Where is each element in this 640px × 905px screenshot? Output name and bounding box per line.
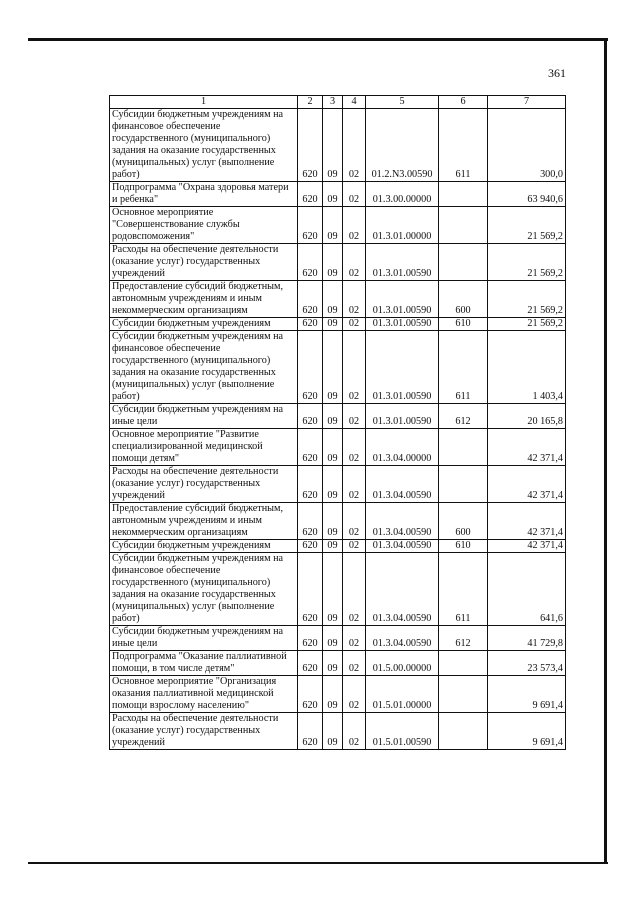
cell-subsection: 02	[343, 676, 366, 713]
cell-amount: 63 940,6	[488, 182, 566, 207]
cell-expense-type: 612	[439, 626, 488, 651]
cell-subsection: 02	[343, 207, 366, 244]
cell-target-article: 01.3.04.00590	[366, 540, 439, 553]
row-name: Субсидии бюджетным учреждениям на иные цели	[110, 404, 298, 429]
cell-subsection: 02	[343, 281, 366, 318]
row-name: Подпрограмма "Охрана здоровья матери и ребенка"	[110, 182, 298, 207]
cell-expense-type: 610	[439, 318, 488, 331]
table-row	[110, 676, 566, 713]
cell-amount: 21 569,2	[488, 207, 566, 244]
cell-chapter: 620	[298, 318, 323, 331]
table-row	[110, 404, 566, 429]
cell-target-article: 01.3.04.00590	[366, 626, 439, 651]
cell-expense-type	[439, 651, 488, 676]
cell-expense-type	[439, 182, 488, 207]
right-margin-rule	[604, 40, 607, 862]
cell-section: 09	[323, 109, 343, 182]
cell-amount: 42 371,4	[488, 540, 566, 553]
cell-target-article: 01.3.01.00000	[366, 207, 439, 244]
cell-expense-type	[439, 429, 488, 466]
table-row	[110, 713, 566, 750]
cell-chapter: 620	[298, 676, 323, 713]
row-name: Предоставление субсидий бюджетным, автономным учреждениям и иным некоммерческим организациям	[110, 281, 298, 318]
cell-subsection: 02	[343, 109, 366, 182]
header-cell: 6	[439, 96, 488, 109]
row-name: Расходы на обеспечение деятельности (оказание услуг) государственных учреждений	[110, 713, 298, 750]
cell-section: 09	[323, 182, 343, 207]
cell-amount: 21 569,2	[488, 244, 566, 281]
cell-chapter: 620	[298, 466, 323, 503]
cell-expense-type	[439, 676, 488, 713]
cell-section: 09	[323, 207, 343, 244]
table-body	[110, 109, 566, 750]
cell-chapter: 620	[298, 626, 323, 651]
row-name: Субсидии бюджетным учреждениям	[110, 540, 298, 553]
cell-chapter: 620	[298, 651, 323, 676]
row-name: Субсидии бюджетным учреждениям	[110, 318, 298, 331]
table-row	[110, 651, 566, 676]
header-cell: 5	[366, 96, 439, 109]
cell-chapter: 620	[298, 540, 323, 553]
cell-target-article: 01.3.04.00590	[366, 466, 439, 503]
cell-amount: 41 729,8	[488, 626, 566, 651]
cell-expense-type: 611	[439, 331, 488, 404]
cell-section: 09	[323, 553, 343, 626]
cell-expense-type: 611	[439, 109, 488, 182]
top-rule	[28, 38, 608, 41]
cell-section: 09	[323, 429, 343, 466]
cell-target-article: 01.5.01.00590	[366, 713, 439, 750]
cell-subsection: 02	[343, 626, 366, 651]
cell-amount: 641,6	[488, 553, 566, 626]
cell-subsection: 02	[343, 404, 366, 429]
header-cell: 7	[488, 96, 566, 109]
row-name: Предоставление субсидий бюджетным, автономным учреждениям и иным некоммерческим организациям	[110, 503, 298, 540]
row-name: Субсидии бюджетным учреждениям на иные цели	[110, 626, 298, 651]
cell-expense-type: 600	[439, 503, 488, 540]
page-number: 361	[548, 66, 566, 80]
cell-chapter: 620	[298, 429, 323, 466]
row-name: Основное мероприятие "Совершенствование службы родовспоможения"	[110, 207, 298, 244]
cell-subsection: 02	[343, 540, 366, 553]
cell-amount: 9 691,4	[488, 676, 566, 713]
bottom-rule	[28, 862, 608, 864]
cell-expense-type	[439, 713, 488, 750]
cell-target-article: 01.3.04.00590	[366, 503, 439, 540]
cell-expense-type: 610	[439, 540, 488, 553]
table-row	[110, 429, 566, 466]
cell-subsection: 02	[343, 244, 366, 281]
cell-subsection: 02	[343, 553, 366, 626]
cell-subsection: 02	[343, 429, 366, 466]
cell-section: 09	[323, 713, 343, 750]
cell-target-article: 01.3.01.00590	[366, 331, 439, 404]
cell-target-article: 01.2.N3.00590	[366, 109, 439, 182]
row-name: Расходы на обеспечение деятельности (оказание услуг) государственных учреждений	[110, 244, 298, 281]
table-row	[110, 331, 566, 404]
cell-expense-type: 612	[439, 404, 488, 429]
table-row	[110, 244, 566, 281]
cell-subsection: 02	[343, 466, 366, 503]
table-row	[110, 540, 566, 553]
cell-target-article: 01.5.00.00000	[366, 651, 439, 676]
cell-chapter: 620	[298, 109, 323, 182]
table-row	[110, 626, 566, 651]
cell-expense-type	[439, 244, 488, 281]
cell-section: 09	[323, 244, 343, 281]
cell-target-article: 01.3.00.00000	[366, 182, 439, 207]
cell-section: 09	[323, 540, 343, 553]
cell-amount: 9 691,4	[488, 713, 566, 750]
cell-subsection: 02	[343, 713, 366, 750]
cell-section: 09	[323, 651, 343, 676]
row-name: Основное мероприятие "Развитие специализированной медицинской помощи детям"	[110, 429, 298, 466]
cell-chapter: 620	[298, 404, 323, 429]
table-row	[110, 503, 566, 540]
cell-subsection: 02	[343, 182, 366, 207]
cell-chapter: 620	[298, 281, 323, 318]
cell-subsection: 02	[343, 503, 366, 540]
cell-amount: 42 371,4	[488, 466, 566, 503]
cell-expense-type: 611	[439, 553, 488, 626]
row-name: Субсидии бюджетным учреждениям на финансовое обеспечение государственного (муниципального) задания на оказание государственных (муниципальных) услуг (выполнение работ)	[110, 553, 298, 626]
cell-chapter: 620	[298, 713, 323, 750]
cell-expense-type: 600	[439, 281, 488, 318]
row-name: Основное мероприятие "Организация оказания паллиативной медицинской помощи взрослому населению"	[110, 676, 298, 713]
cell-amount: 42 371,4	[488, 503, 566, 540]
budget-table	[109, 95, 566, 750]
cell-amount: 21 569,2	[488, 281, 566, 318]
cell-target-article: 01.3.01.00590	[366, 404, 439, 429]
cell-amount: 20 165,8	[488, 404, 566, 429]
row-name: Расходы на обеспечение деятельности (оказание услуг) государственных учреждений	[110, 466, 298, 503]
cell-section: 09	[323, 404, 343, 429]
cell-target-article: 01.3.01.00590	[366, 244, 439, 281]
cell-section: 09	[323, 331, 343, 404]
cell-section: 09	[323, 281, 343, 318]
cell-amount: 300,0	[488, 109, 566, 182]
cell-expense-type	[439, 466, 488, 503]
header-cell: 2	[298, 96, 323, 109]
cell-target-article: 01.3.01.00590	[366, 281, 439, 318]
row-name: Субсидии бюджетным учреждениям на финансовое обеспечение государственного (муниципального) задания на оказание государственных (муниципальных) услуг (выполнение работ)	[110, 331, 298, 404]
table-row	[110, 207, 566, 244]
header-cell: 4	[343, 96, 366, 109]
row-name: Подпрограмма "Оказание паллиативной помощи, в том числе детям"	[110, 651, 298, 676]
cell-section: 09	[323, 503, 343, 540]
cell-target-article: 01.3.01.00590	[366, 318, 439, 331]
cell-amount: 21 569,2	[488, 318, 566, 331]
cell-chapter: 620	[298, 503, 323, 540]
cell-chapter: 620	[298, 553, 323, 626]
cell-section: 09	[323, 466, 343, 503]
cell-section: 09	[323, 676, 343, 713]
cell-amount: 42 371,4	[488, 429, 566, 466]
cell-amount: 1 403,4	[488, 331, 566, 404]
cell-subsection: 02	[343, 651, 366, 676]
cell-section: 09	[323, 626, 343, 651]
table-header-row	[110, 96, 566, 109]
cell-target-article: 01.3.04.00590	[366, 553, 439, 626]
table-row	[110, 281, 566, 318]
cell-chapter: 620	[298, 331, 323, 404]
table-row	[110, 109, 566, 182]
cell-chapter: 620	[298, 207, 323, 244]
cell-expense-type	[439, 207, 488, 244]
cell-chapter: 620	[298, 182, 323, 207]
cell-subsection: 02	[343, 331, 366, 404]
cell-section: 09	[323, 318, 343, 331]
header-cell: 1	[110, 96, 298, 109]
cell-chapter: 620	[298, 244, 323, 281]
header-cell: 3	[323, 96, 343, 109]
cell-target-article: 01.5.01.00000	[366, 676, 439, 713]
cell-amount: 23 573,4	[488, 651, 566, 676]
table-row	[110, 182, 566, 207]
table-row	[110, 553, 566, 626]
cell-target-article: 01.3.04.00000	[366, 429, 439, 466]
table-row	[110, 318, 566, 331]
row-name: Субсидии бюджетным учреждениям на финансовое обеспечение государственного (муниципального) задания на оказание государственных (муниципальных) услуг (выполнение работ)	[110, 109, 298, 182]
table-row	[110, 466, 566, 503]
cell-subsection: 02	[343, 318, 366, 331]
